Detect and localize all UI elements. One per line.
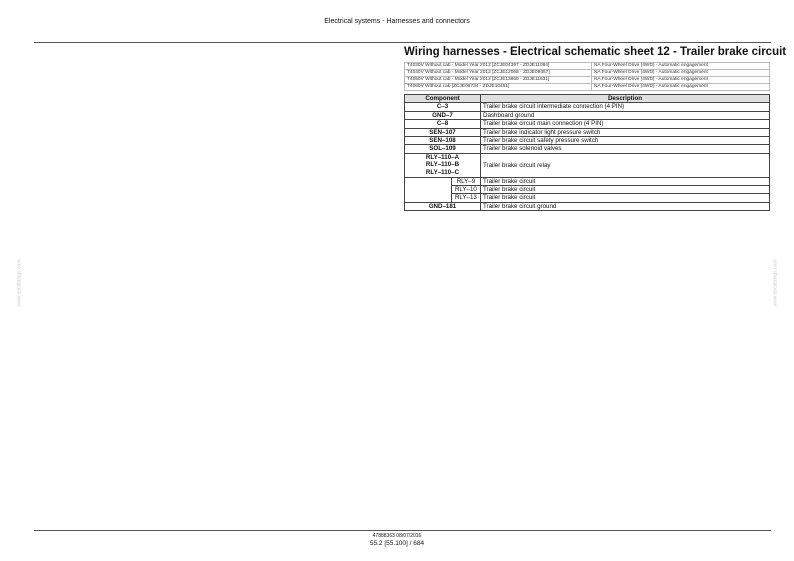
component-description: Trailer brake circuit intermediate connection (4 PIN) <box>481 103 770 111</box>
table-row <box>405 103 770 111</box>
table-row <box>405 145 770 153</box>
section-title: Wiring harnesses - Electrical schematic sheet 12 - Trailer brake circuit <box>404 46 787 58</box>
page-number: 55.2 [55.100] / 684 <box>369 540 425 547</box>
component-description: Trailer brake circuit relay <box>481 153 770 177</box>
component-code: C–8 <box>405 120 481 128</box>
component-code: RLY–110–C <box>425 169 460 177</box>
component-description: Dashboard ground <box>481 111 770 119</box>
model-config: NA Four-Wheel Drive (4WD) - Automatic engagement <box>592 84 770 91</box>
component-description: Trailer brake circuit <box>481 194 770 202</box>
component-code: RLY–110–A <box>425 153 460 161</box>
sub-component-code: RLY–13 <box>451 194 480 202</box>
model-name: T4050V Without cab - Model Year 2012 [ZCJE13869 - ZDJE11531] <box>405 77 592 84</box>
table-header-row <box>405 95 770 103</box>
model-name: T4060V Without cab [ZCJE09734 - ZDJE10451] <box>405 84 592 91</box>
sub-component-code: RLY–9 <box>451 177 480 185</box>
table-row <box>405 202 770 210</box>
table-row <box>405 111 770 119</box>
relay-group-row <box>405 153 770 177</box>
header-divider <box>34 42 771 43</box>
model-row <box>405 63 770 70</box>
component-description: Trailer brake solenoid valves <box>481 145 770 153</box>
component-description: Trailer brake circuit <box>481 186 770 194</box>
component-code: C–3 <box>405 103 481 111</box>
table-row <box>405 128 770 136</box>
model-name: T4040V Without cab - Model Year 2012 [ZCJE12068 - ZDJE09467] <box>405 70 592 77</box>
model-config: NA Four-Wheel Drive (4WD) - Automatic engagement <box>592 70 770 77</box>
component-code: SEN–108 <box>405 137 481 145</box>
sub-table-row <box>405 194 770 202</box>
component-description: Trailer brake circuit safety pressure switch <box>481 137 770 145</box>
component-description: Trailer brake circuit <box>481 177 770 185</box>
indent-cell <box>405 177 452 202</box>
component-code: SEN–107 <box>405 128 481 136</box>
model-row <box>405 77 770 84</box>
running-header: Electrical systems - Harnesses and connectors <box>324 18 470 25</box>
component-column-header: Component <box>405 95 481 103</box>
model-row <box>405 84 770 91</box>
sub-table-row <box>405 177 770 185</box>
relay-group-codes <box>405 153 481 177</box>
sub-component-code: RLY–10 <box>451 186 480 194</box>
description-column-header: Description <box>481 95 770 103</box>
component-code: SOL–109 <box>405 145 481 153</box>
model-applicability-table <box>404 62 770 91</box>
model-row <box>405 70 770 77</box>
component-code: GND–181 <box>405 202 481 210</box>
component-code: GND–7 <box>405 111 481 119</box>
model-name: T4030V Without cab - Model Year 2012 [ZCJE04397 - ZDJE11084] <box>405 63 592 70</box>
component-table <box>404 94 770 211</box>
sub-table-row <box>405 186 770 194</box>
component-code: RLY–110–B <box>425 161 460 169</box>
component-description: Trailer brake indicator light pressure switch <box>481 128 770 136</box>
component-description: Trailer brake circuit main connection (4 PIN) <box>481 120 770 128</box>
component-description: Trailer brake circuit ground <box>481 202 770 210</box>
model-config: NA Four-Wheel Drive (4WD) - Automatic engagement <box>592 63 770 70</box>
table-row <box>405 120 770 128</box>
document-code: 47888363 08/07/2016 <box>372 533 422 539</box>
model-config: NA Four-Wheel Drive (4WD) - Automatic engagement <box>592 77 770 84</box>
table-row <box>405 137 770 145</box>
watermark-left: www.epcatalogs.com <box>16 259 23 307</box>
footer-divider <box>34 530 771 531</box>
watermark-right: www.epcatalogs.com <box>772 259 779 307</box>
